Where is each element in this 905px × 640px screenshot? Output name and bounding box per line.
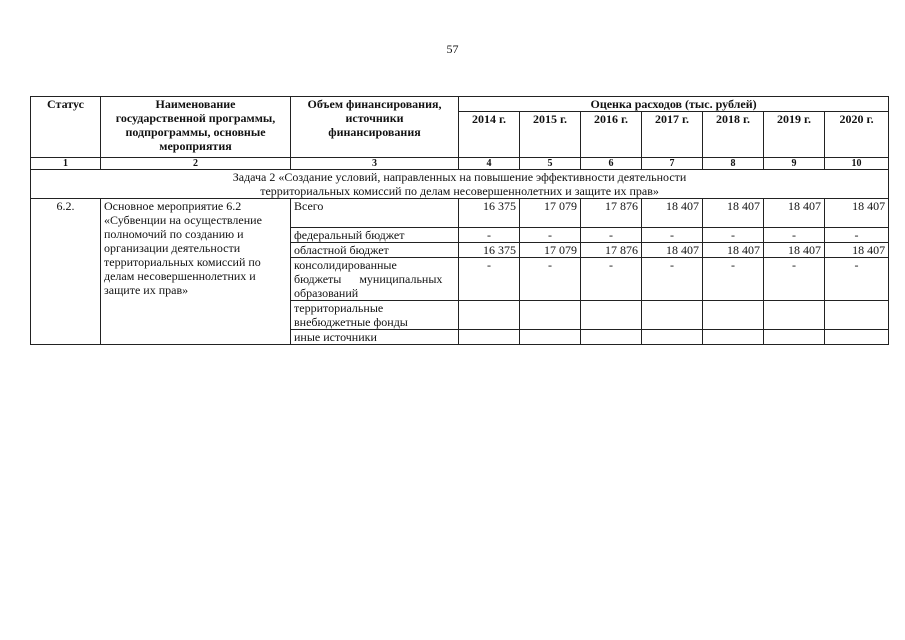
value-cell: - [764, 228, 825, 243]
value-cell [825, 301, 889, 330]
header-year: 2019 г. [764, 112, 825, 158]
source-label: областной бюджет [291, 243, 459, 258]
column-number: 9 [764, 158, 825, 170]
value-cell [581, 330, 642, 345]
value-cell: 17 876 [581, 243, 642, 258]
value-cell: 17 079 [520, 243, 581, 258]
measure-name: Основное мероприятие 6.2 «Субвенции на осуществление полномочий по созданию и организации деятельности территориальных комиссий по делам несовершеннолетних и защите их прав» [101, 199, 291, 345]
value-cell [764, 330, 825, 345]
header-year: 2016 г. [581, 112, 642, 158]
task-title: Задача 2 «Создание условий, направленных на повышение эффективности деятельности территориальных комиссий по делам несовершеннолетних и защите их прав» [31, 170, 889, 199]
source-label: федеральный бюджет [291, 228, 459, 243]
value-cell: - [581, 258, 642, 301]
value-cell: 18 407 [703, 243, 764, 258]
column-number: 3 [291, 158, 459, 170]
value-cell [703, 330, 764, 345]
value-cell [703, 301, 764, 330]
header-volume: Объем финансирования, источники финансирования [291, 97, 459, 158]
value-cell: 16 375 [459, 199, 520, 228]
value-cell [642, 301, 703, 330]
value-cell: - [520, 258, 581, 301]
value-cell: - [825, 258, 889, 301]
value-cell [764, 301, 825, 330]
header-name: Наименование государственной программы, подпрограммы, основные мероприятия [101, 97, 291, 158]
value-cell [520, 330, 581, 345]
column-number: 7 [642, 158, 703, 170]
value-cell: - [764, 258, 825, 301]
value-cell [825, 330, 889, 345]
value-cell: 17 876 [581, 199, 642, 228]
column-number: 10 [825, 158, 889, 170]
value-cell: - [825, 228, 889, 243]
value-cell: - [520, 228, 581, 243]
value-cell: 18 407 [764, 243, 825, 258]
value-cell [520, 301, 581, 330]
value-cell: - [642, 228, 703, 243]
value-cell: 18 407 [642, 243, 703, 258]
value-cell: 18 407 [703, 199, 764, 228]
table-row [31, 199, 889, 228]
column-number: 1 [31, 158, 101, 170]
value-cell: - [459, 258, 520, 301]
value-cell: - [459, 228, 520, 243]
task-row [31, 170, 889, 199]
header-year: 2018 г. [703, 112, 764, 158]
column-number: 5 [520, 158, 581, 170]
value-cell: 18 407 [764, 199, 825, 228]
header-year: 2014 г. [459, 112, 520, 158]
value-cell [642, 330, 703, 345]
column-number: 2 [101, 158, 291, 170]
value-cell: 17 079 [520, 199, 581, 228]
column-number: 8 [703, 158, 764, 170]
value-cell: 18 407 [825, 243, 889, 258]
source-label: иные источники [291, 330, 459, 345]
header-year: 2015 г. [520, 112, 581, 158]
source-label: территориальные внебюджетные фонды [291, 301, 459, 330]
value-cell: 16 375 [459, 243, 520, 258]
header-year: 2020 г. [825, 112, 889, 158]
value-cell [581, 301, 642, 330]
value-cell: 18 407 [825, 199, 889, 228]
value-cell [459, 301, 520, 330]
value-cell [459, 330, 520, 345]
column-number: 4 [459, 158, 520, 170]
header-row-1 [31, 97, 889, 112]
value-cell: - [581, 228, 642, 243]
header-status: Статус [31, 97, 101, 158]
page-number: 57 [446, 42, 459, 56]
column-numbers-row [31, 158, 889, 170]
measure-status: 6.2. [31, 199, 101, 345]
header-year: 2017 г. [642, 112, 703, 158]
value-cell: - [703, 258, 764, 301]
budget-table [30, 96, 889, 345]
header-estimate: Оценка расходов (тыс. рублей) [459, 97, 889, 112]
column-number: 6 [581, 158, 642, 170]
source-label: консолидированные бюджеты муниципальных образований [291, 258, 459, 301]
value-cell: - [703, 228, 764, 243]
value-cell: - [642, 258, 703, 301]
value-cell: 18 407 [642, 199, 703, 228]
source-label: Всего [291, 199, 459, 228]
